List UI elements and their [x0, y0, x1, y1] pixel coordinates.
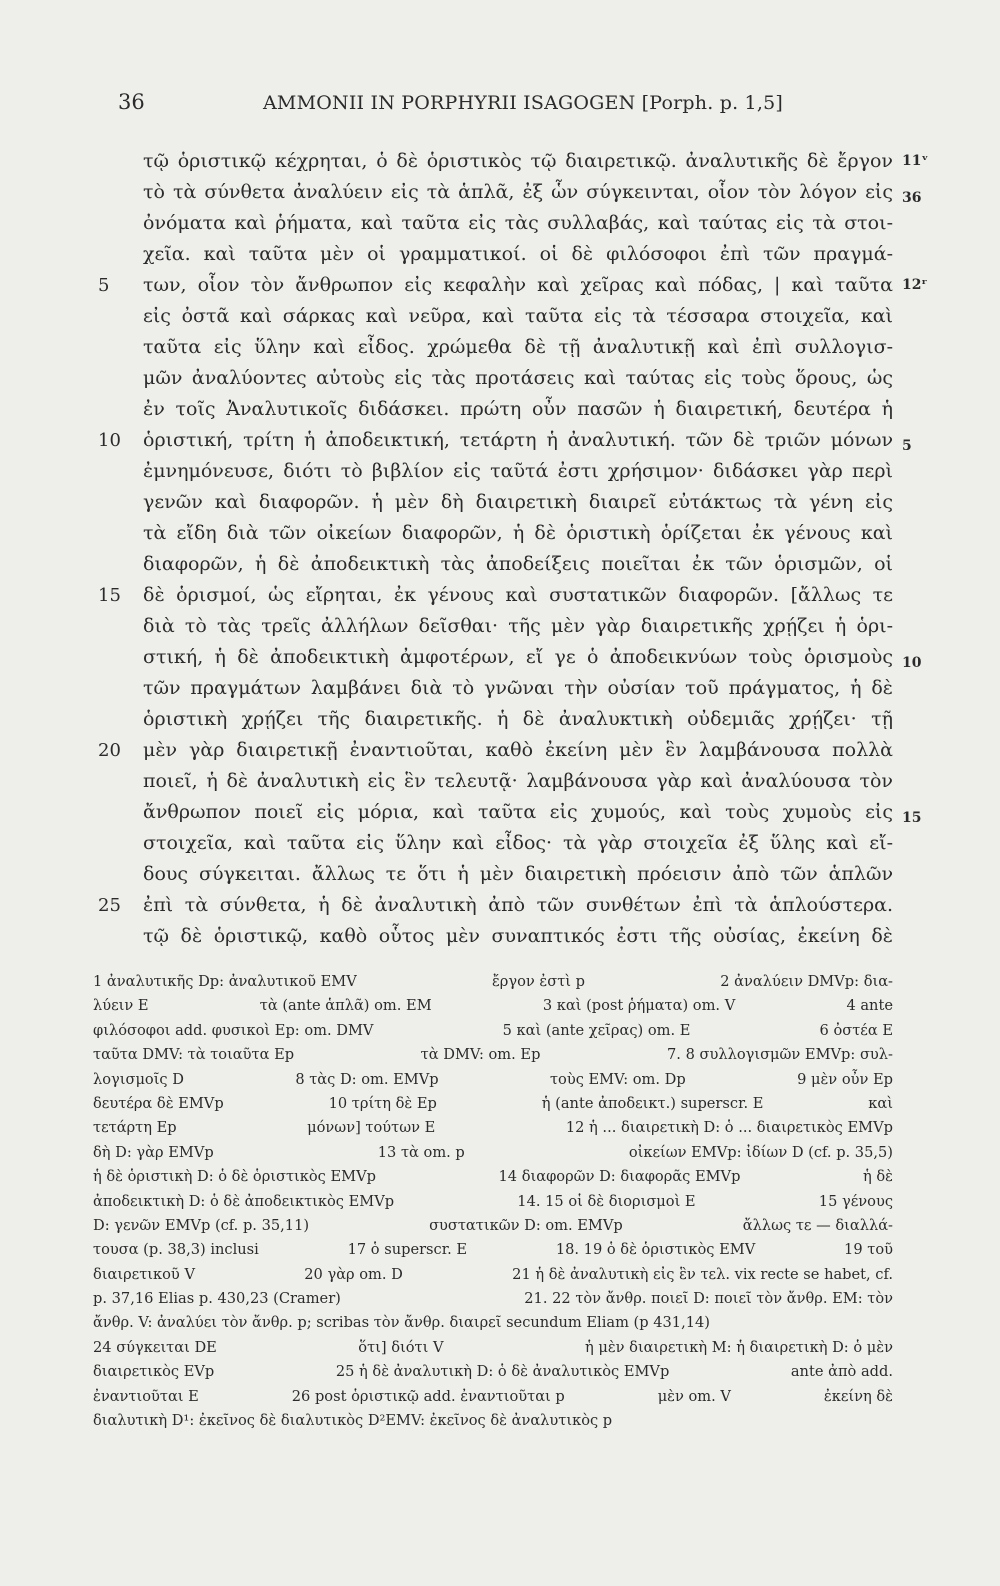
apparatus-line — [0, 970, 1000, 994]
margin-reference: 11ᵛ — [902, 153, 929, 169]
apparatus-line — [0, 1116, 1000, 1140]
line-text: τὰ εἴδη διὰ τῶν οἰκείων διαφορῶν, ἡ δὲ ὁριστικὴ ὁρίζεται ἐκ γένους καὶ — [143, 522, 893, 544]
line-text: στική, ἡ δὲ ἀποδεικτικὴ ἀμφοτέρων, εἴ γε ὁ ἀποδεικνύων τοὺς ὁρισμοὺς — [143, 646, 893, 668]
apparatus-line — [0, 1263, 1000, 1287]
apparatus-line — [0, 1019, 1000, 1043]
line-text: τὸ τὰ σύνθετα ἀναλύειν εἰς τὰ ἁπλᾶ, ἐξ ὧν σύγκεινται, οἷον τὸν λόγον εἰς — [143, 181, 893, 203]
apparatus-line — [0, 1238, 1000, 1262]
text-line — [0, 301, 1000, 332]
main-text — [0, 146, 1000, 952]
text-line — [0, 208, 1000, 239]
line-text: μῶν ἀναλύοντες αὐτοὺς εἰς τὰς προτάσεις καὶ ταύτας εἰς τοὺς ὅρους, ὡς — [143, 367, 893, 389]
text-line — [0, 580, 1000, 611]
apparatus-text: ἡ δὲ ὁριστικὴ D: ὁ δὲ ὁριστικὸς EMVp 14 διαφορῶν D: διαφορᾶς EMVp ἡ δὲ — [93, 1168, 893, 1186]
text-line — [0, 797, 1000, 828]
apparatus-text: τουσα (p. 38,3) inclusi 17 ὁ superscr. E 18. 19 ὁ δὲ ὁριστικὸς EMV 19 τοῦ — [93, 1241, 893, 1259]
apparatus-text: ἄνθρ. V: ἀναλύει τὸν ἄνθρ. p; scribas τὸν ἄνθρ. διαιρεῖ secundum Eliam (p 431,14) — [93, 1314, 710, 1332]
apparatus-text: τετάρτη Ep μόνων] τούτων E 12 ἡ ... διαιρετικὴ D: ὁ ... διαιρετικὸς EMVp — [93, 1119, 893, 1137]
line-text: ὁριστική, τρίτη ἡ ἀποδεικτική, τετάρτη ἡ ἀναλυτική. τῶν δὲ τριῶν μόνων — [143, 429, 893, 451]
margin-reference: 12ʳ — [902, 277, 928, 293]
margin-reference: 10 — [902, 655, 922, 671]
line-text: τῶν πραγμάτων λαμβάνει διὰ τὸ γνῶναι τὴν οὐσίαν τοῦ πράγματος, ἡ δὲ — [143, 677, 893, 699]
apparatus-text: λογισμοῖς D 8 τὰς D: om. EMVp τοὺς EMV: om. Dp 9 μὲν οὖν Ep — [93, 1070, 893, 1088]
line-text: ταῦτα εἰς ὕλην καὶ εἶδος. χρώμεθα δὲ τῇ ἀναλυτικῇ καὶ ἐπὶ συλλογισ- — [143, 336, 893, 358]
line-text: τῷ ὁριστικῷ κέχρηται, ὁ δὲ ὁριστικὸς τῷ διαιρετικῷ. ἀναλυτικῆς δὲ ἔργον — [143, 150, 893, 172]
line-number: 15 — [98, 585, 121, 606]
text-line — [0, 859, 1000, 890]
apparatus-text: φιλόσοφοι add. φυσικοὶ Ep: om. DMV 5 καὶ (ante χεῖρας) om. E 6 ὀστέα E — [93, 1021, 893, 1039]
line-number: 25 — [98, 895, 121, 916]
apparatus-text: ἀποδεικτικὴ D: ὁ δὲ ἀποδεικτικὸς EMVp 14. 15 οἱ δὲ διορισμοὶ E 15 γένους — [93, 1192, 893, 1210]
apparatus-text: 24 σύγκειται DE ὅτι] διότι V ἡ μὲν διαιρετικὴ M: ἡ διαιρετικὴ D: ὁ μὲν — [93, 1338, 893, 1356]
apparatus-text: διαλυτικὴ D¹: ἐκεῖνος δὲ διαλυτικὸς D²EMV: ἐκεῖνος δὲ ἀναλυτικὸς p — [93, 1412, 613, 1430]
line-text: ὁριστικὴ χρῄζει τῆς διαιρετικῆς. ἡ δὲ ἀναλυκτικὴ οὐδεμιᾶς χρῄζει· τῇ — [143, 708, 893, 730]
margin-reference: 15 — [902, 810, 922, 826]
apparatus-text: p. 37,16 Elias p. 430,23 (Cramer) 21. 22 τὸν ἄνθρ. ποιεῖ D: ποιεῖ τὸν ἄνθρ. EM: τὸν — [93, 1290, 893, 1308]
critical-apparatus — [0, 970, 1000, 1433]
apparatus-text: ἐναντιοῦται E 26 post ὁριστικῷ add. ἐναντιοῦται p μὲν om. V ἐκείνη δὲ — [93, 1387, 893, 1405]
text-line — [0, 177, 1000, 208]
margin-reference: 36 — [902, 190, 922, 206]
apparatus-line — [0, 1336, 1000, 1360]
line-text: μὲν γὰρ διαιρετικῇ ἐναντιοῦται, καθὸ ἐκείνη μὲν ἓν λαμβάνουσα πολλὰ — [143, 739, 893, 761]
apparatus-line — [0, 1409, 1000, 1433]
line-text: ἄνθρωπον ποιεῖ εἰς μόρια, καὶ ταῦτα εἰς χυμούς, καὶ τοὺς χυμοὺς εἰς — [143, 801, 893, 823]
text-line — [0, 394, 1000, 425]
text-line — [0, 363, 1000, 394]
text-line — [0, 487, 1000, 518]
apparatus-text: D: γενῶν EMVp (cf. p. 35,11) συστατικῶν D: om. EMVp ἄλλως τε — διαλλά- — [93, 1216, 893, 1234]
apparatus-text: δευτέρα δὲ EMVp 10 τρίτη δὲ Ep ἡ (ante ἀποδεικτ.) superscr. E καὶ — [93, 1094, 893, 1112]
line-text: εἰς ὀστᾶ καὶ σάρκας καὶ νεῦρα, καὶ ταῦτα εἰς τὰ τέσσαρα στοιχεῖα, καὶ — [143, 305, 893, 327]
line-text: δους σύγκειται. ἄλλως τε ὅτι ἡ μὲν διαιρετικὴ πρόεισιν ἀπὸ τῶν ἁπλῶν — [143, 863, 893, 885]
apparatus-text: διαιρετικοῦ V 20 γὰρ om. D 21 ἡ δὲ ἀναλυτικὴ εἰς ἓν τελ. vix recte se habet, cf. — [93, 1265, 893, 1283]
text-line — [0, 611, 1000, 642]
running-title: AMMONII IN PORPHYRII ISAGOGEN [Porph. p. 1,5] — [263, 92, 783, 114]
line-text: ποιεῖ, ἡ δὲ ἀναλυτικὴ εἰς ἓν τελευτᾷ· λαμβάνουσα γὰρ καὶ ἀναλύουσα τὸν — [143, 770, 893, 792]
margin-reference: 5 — [902, 438, 912, 454]
text-line — [0, 146, 1000, 177]
apparatus-text: λύειν E τὰ (ante ἁπλᾶ) om. EM 3 καὶ (post ῥήματα) om. V 4 ante — [93, 997, 893, 1015]
text-line — [0, 642, 1000, 673]
text-line — [0, 921, 1000, 952]
line-text: των, οἷον τὸν ἄνθρωπον εἰς κεφαλὴν καὶ χεῖρας καὶ πόδας, | καὶ ταῦτα — [143, 274, 893, 296]
apparatus-text: 1 ἀναλυτικῆς Dp: ἀναλυτικοῦ EMV ἔργον ἐστὶ p 2 ἀναλύειν DMVp: δια- — [93, 973, 893, 990]
apparatus-line — [0, 1043, 1000, 1067]
apparatus-line — [0, 1092, 1000, 1116]
apparatus-text: διαιρετικὸς EVp 25 ἡ δὲ ἀναλυτικὴ D: ὁ δὲ ἀναλυτικὸς EMVp ante ἀπὸ add. — [93, 1363, 893, 1381]
line-text: ἐπὶ τὰ σύνθετα, ἡ δὲ ἀναλυτικὴ ἀπὸ τῶν συνθέτων ἐπὶ τὰ ἁπλούστερα. — [143, 894, 893, 916]
text-line — [0, 704, 1000, 735]
apparatus-line — [0, 1190, 1000, 1214]
text-line — [0, 332, 1000, 363]
line-text: διαφορῶν, ἡ δὲ ἀποδεικτικὴ τὰς ἀποδείξεις ποιεῖται ἐκ τῶν ὁρισμῶν, οἱ — [143, 553, 893, 575]
text-line — [0, 549, 1000, 580]
text-line — [0, 673, 1000, 704]
line-text: ὀνόματα καὶ ῥήματα, καὶ ταῦτα εἰς τὰς συλλαβάς, καὶ ταύτας εἰς τὰ στοι- — [143, 212, 893, 234]
running-header — [118, 90, 888, 124]
text-line — [0, 735, 1000, 766]
text-line — [0, 270, 1000, 301]
line-text: γενῶν καὶ διαφορῶν. ἡ μὲν δὴ διαιρετικὴ διαιρεῖ εὐτάκτως τὰ γένη εἰς — [143, 491, 893, 513]
text-line — [0, 890, 1000, 921]
line-text: δὲ ὁρισμοί, ὡς εἴρηται, ἐκ γένους καὶ συστατικῶν διαφορῶν. [ἄλλως τε — [143, 584, 893, 606]
line-text: ἐμνημόνευσε, διότι τὸ βιβλίον εἰς ταῦτά ἐστι χρήσιμον· διδάσκει γὰρ περὶ — [143, 460, 893, 482]
text-line — [0, 518, 1000, 549]
text-line — [0, 828, 1000, 859]
apparatus-line — [0, 994, 1000, 1018]
line-text: διὰ τὸ τὰς τρεῖς ἀλλήλων δεῖσθαι· τῆς μὲν γὰρ διαιρετικῆς χρῄζει ἡ ὁρι- — [143, 615, 893, 637]
line-number: 10 — [98, 430, 121, 451]
apparatus-line — [0, 1165, 1000, 1189]
apparatus-line — [0, 1311, 1000, 1335]
text-line — [0, 425, 1000, 456]
apparatus-text: ταῦτα DMV: τὰ τοιαῦτα Ep τὰ DMV: om. Ep 7. 8 συλλογισμῶν EMVp: συλ- — [93, 1046, 893, 1064]
apparatus-line — [0, 1141, 1000, 1165]
line-text: χεῖα. καὶ ταῦτα μὲν οἱ γραμματικοί. οἱ δὲ φιλόσοφοι ἐπὶ τῶν πραγμά- — [143, 243, 893, 265]
line-text: ἐν τοῖς Ἀναλυτικοῖς διδάσκει. πρώτη οὖν πασῶν ἡ διαιρετική, δευτέρα ἡ — [143, 398, 893, 420]
text-line — [0, 239, 1000, 270]
apparatus-line — [0, 1068, 1000, 1092]
apparatus-line — [0, 1214, 1000, 1238]
text-line — [0, 456, 1000, 487]
line-text: τῷ δὲ ὁριστικῷ, καθὸ οὗτος μὲν συναπτικός ἐστι τῆς οὐσίας, ἐκείνη δὲ — [143, 925, 893, 947]
line-number: 20 — [98, 740, 121, 761]
text-line — [0, 766, 1000, 797]
page-number: 36 — [118, 90, 145, 114]
apparatus-line — [0, 1360, 1000, 1384]
apparatus-line — [0, 1385, 1000, 1409]
apparatus-line — [0, 1287, 1000, 1311]
line-number: 5 — [98, 275, 110, 296]
line-text: στοιχεῖα, καὶ ταῦτα εἰς ὕλην καὶ εἶδος· τὰ γὰρ στοιχεῖα ἐξ ὕλης καὶ εἴ- — [143, 832, 893, 854]
apparatus-text: δὴ D: γὰρ EMVp 13 τὰ om. p οἰκείων EMVp: ἰδίων D (cf. p. 35,5) — [93, 1143, 893, 1161]
